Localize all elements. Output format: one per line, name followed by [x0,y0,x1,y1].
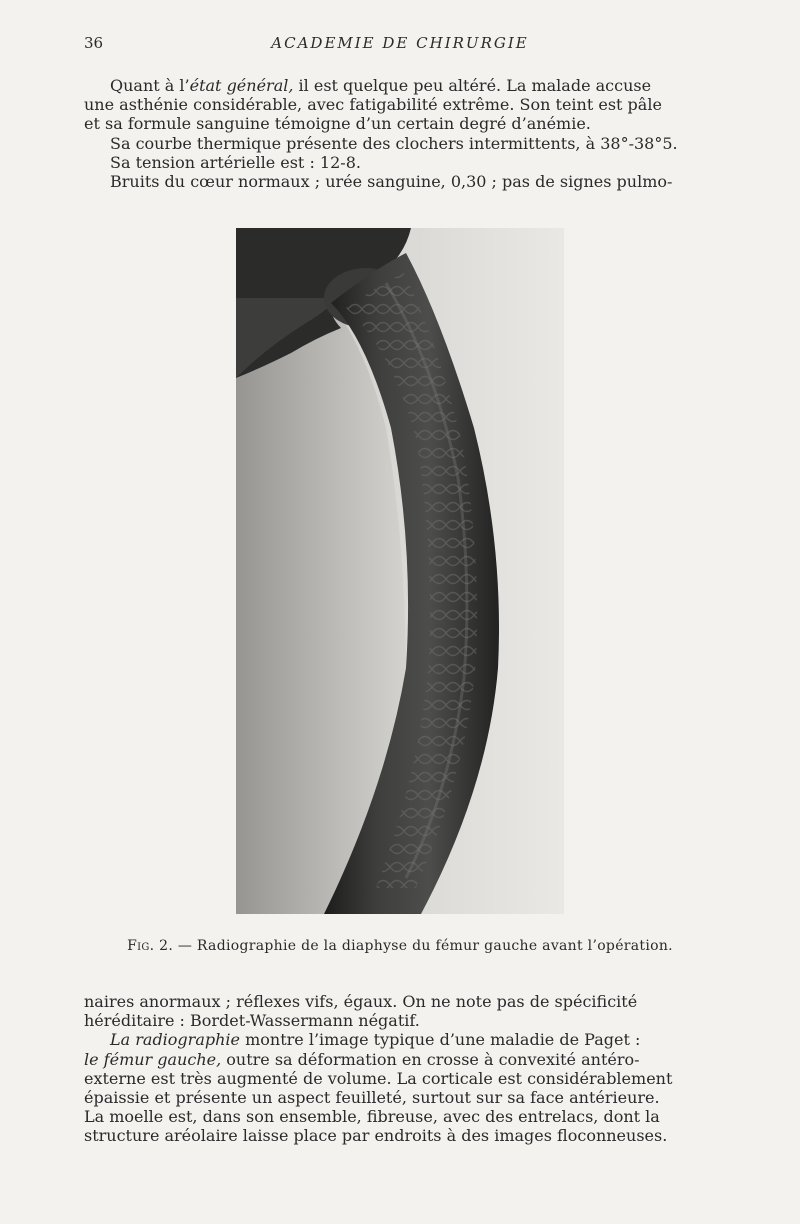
emphasis-femur-gauche: le fémur gauche, [84,1049,222,1069]
page-number: 36 [84,34,104,52]
text-line: naires anormaux ; réflexes vifs, égaux. On ne note pas de spécificité [84,992,638,1011]
paragraph-top [84,76,718,191]
text-line: La moelle est, dans son ensemble, fibreuse, avec des entrelacs, dont la [84,1107,660,1127]
emphasis-radiographie: La radiographie [110,1030,240,1050]
text-line: héréditaire : Bordet-Wassermann négatif. [84,1011,420,1031]
text-line: La radiographie montre l’image typique d’une maladie de Paget : [110,1030,641,1050]
text-line: Quant à l’état général, il est quelque peu altéré. La malade accuse [110,76,652,95]
text-line: structure aréolaire laisse place par endroits à des images floconneuses. [84,1126,668,1146]
text-line: externe est très augmenté de volume. La corticale est considérablement [84,1068,673,1088]
text-line: épaissie et présente un aspect feuilleté, surtout sur sa face antérieure. [84,1088,660,1108]
text-line: Bruits du cœur normaux ; urée sanguine, 0,30 ; pas de signes pulmo- [110,172,673,192]
text-line: le fémur gauche, outre sa déformation en crosse à convexité antéro- [84,1049,640,1069]
radiograph-figure [236,228,564,914]
text-line: une asthénie considérable, avec fatigabilité extrême. Son teint est pâle [84,95,662,115]
paragraph-bottom [84,992,718,1146]
text-line: Sa courbe thermique présente des clochers intermittents, à 38°-38°5. [110,133,678,153]
figure-label: Fig. 2. [127,938,174,954]
femur-radiograph-image [236,228,564,914]
text-line: et sa formule sanguine témoigne d’un certain degré d’anémie. [84,114,591,134]
figure-caption [84,938,716,954]
page-header [84,34,716,56]
text-line: Sa tension artérielle est : 12-8. [110,152,361,172]
figure-caption-text: — Radiographie de la diaphyse du fémur gauche avant l’opération. [173,938,673,954]
running-title: ACADEMIE DE CHIRURGIE [271,34,529,52]
emphasis-etat-general: état général, [189,76,294,95]
